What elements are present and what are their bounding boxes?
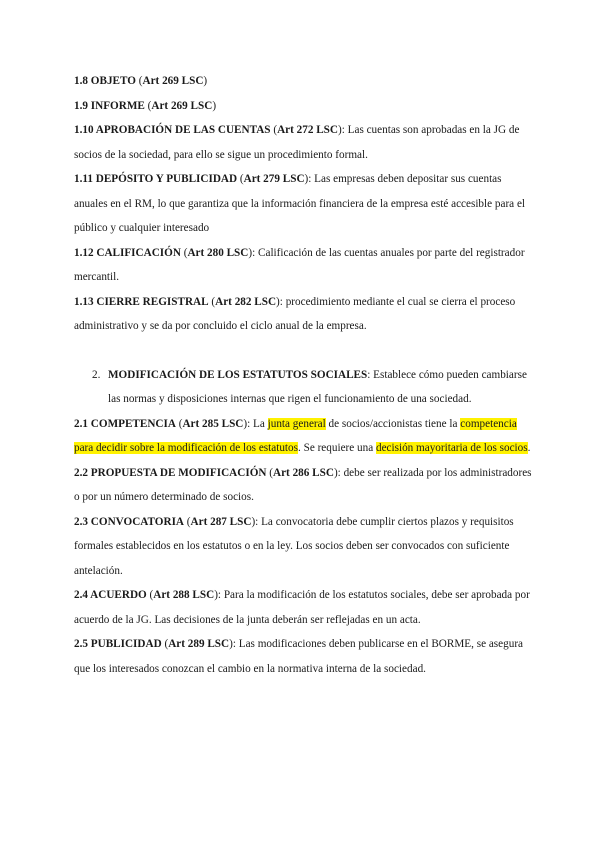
section-heading: 1.10 APROBACIÓN DE LAS CUENTAS	[74, 124, 271, 136]
article-ref: Art 269 LSC	[151, 99, 213, 112]
section-heading: 1.13 CIERRE REGISTRAL	[74, 295, 209, 308]
section-text: de socios/accionistas tiene la	[325, 417, 461, 430]
section-heading: 2.1 COMPETENCIA	[74, 417, 176, 430]
section-text: procedimiento mediante el cual se cierra el proceso administrativo y se da por concluido el ciclo anual de la empresa.	[74, 295, 516, 332]
paren: )	[203, 75, 208, 87]
section-heading: 2.4 ACUERDO	[74, 589, 147, 601]
paren: (	[237, 173, 244, 185]
paren: ):	[338, 124, 348, 136]
section-heading: 1.8 OBJETO	[74, 75, 136, 87]
section-heading: 1.12 CALIFICACIÓN	[74, 246, 181, 259]
article-ref: Art 285 LSC	[182, 417, 244, 430]
paren: ):	[214, 589, 224, 601]
section-1-12	[74, 241, 534, 290]
paren: ):	[276, 295, 286, 308]
section-text: . Se requiere una	[298, 442, 376, 454]
section-1-11	[74, 167, 534, 241]
section-2	[92, 363, 534, 412]
paren: (	[146, 589, 154, 601]
section-2-text	[108, 363, 534, 412]
section-text: Establece cómo pueden cambiarse las normas y disposiciones internas que rigen el funcionamiento de una sociedad.	[108, 368, 527, 405]
paren: ):	[304, 173, 315, 185]
paren: ):	[243, 417, 254, 430]
section-1-10	[74, 118, 534, 167]
highlight-junta-general: junta general	[267, 417, 326, 430]
section-text: Para la modificación de los estatutos sociales, debe ser aprobada por acuerdo de la JG. Las decisiones de la junta deberán ser reflejadas en un acta.	[74, 589, 530, 626]
section-text: Calificación de las cuentas anuales por parte del registrador mercantil.	[74, 246, 525, 283]
section-2-2	[74, 461, 534, 510]
paren: ):	[333, 466, 344, 479]
paren: (	[180, 246, 188, 259]
section-heading: 2.5 PUBLICIDAD	[74, 638, 162, 650]
paren: ):	[251, 515, 262, 528]
paren: )	[212, 99, 217, 112]
highlight-competencia: competencia para decidir sobre la modificación de los estatutos	[74, 417, 517, 454]
article-ref: Art 272 LSC	[277, 124, 338, 136]
article-ref: Art 288 LSC	[153, 589, 215, 601]
paren: (	[184, 515, 191, 528]
section-text: Las modificaciones deben publicarse en el BORME, se asegura que los interesados conozcan el cambio en la normativa interna de la sociedad.	[74, 638, 524, 675]
section-2-3	[74, 510, 534, 584]
highlight-decision-mayoritaria: decisión mayoritaria de los socios	[375, 442, 528, 454]
article-ref: Art 286 LSC	[273, 466, 334, 479]
section-text: La convocatoria debe cumplir ciertos plazos y requisitos formales establecidos en los estatutos o en la ley. Los socios deben ser convocados con suficiente antelación.	[74, 515, 514, 577]
separator: :	[367, 368, 374, 381]
paren: (	[144, 99, 152, 112]
article-ref: Art 289 LSC	[168, 638, 230, 650]
section-1-8	[74, 69, 534, 94]
article-ref: Art 279 LSC	[243, 173, 305, 185]
section-2-5	[74, 632, 534, 681]
list-number: 2.	[92, 368, 101, 381]
section-1-13	[74, 290, 534, 339]
section-1-9	[74, 94, 534, 119]
article-ref: Art 287 LSC	[190, 515, 252, 528]
article-ref: Art 269 LSC	[142, 75, 204, 87]
paren: (	[161, 638, 169, 650]
paren: ):	[229, 638, 239, 650]
paren: (	[135, 75, 143, 87]
spacer	[74, 339, 534, 363]
section-heading: MODIFICACIÓN DE LOS ESTATUTOS SOCIALES	[108, 368, 368, 381]
section-text: .	[527, 442, 531, 454]
paren: (	[208, 295, 216, 308]
section-text: Las cuentas son aprobadas en la JG de socios de la sociedad, para ello se sigue un procedimiento formal.	[74, 124, 520, 161]
paren: (	[270, 124, 278, 136]
section-heading: 2.2 PROPUESTA DE MODIFICACIÓN	[74, 466, 267, 479]
section-heading: 2.3 CONVOCATORIA	[74, 515, 184, 528]
paren: ):	[248, 246, 259, 259]
section-heading: 1.11 DEPÓSITO Y PUBLICIDAD	[74, 173, 238, 185]
section-2-1	[74, 412, 534, 461]
section-text: La	[253, 417, 268, 430]
article-ref: Art 282 LSC	[215, 295, 277, 308]
document-body	[74, 69, 534, 681]
section-text: debe ser realizada por los administradores o por un número determinado de socios.	[74, 466, 532, 503]
paren: (	[266, 466, 274, 479]
paren: (	[175, 417, 183, 430]
article-ref: Art 280 LSC	[187, 246, 249, 259]
section-text: Las empresas deben depositar sus cuentas anuales en el RM, lo que garantiza que la información financiera de la empresa esté accesible para el público y cualquier interesado	[74, 173, 526, 234]
section-heading: 1.9 INFORME	[74, 99, 145, 112]
section-2-4	[74, 583, 534, 632]
